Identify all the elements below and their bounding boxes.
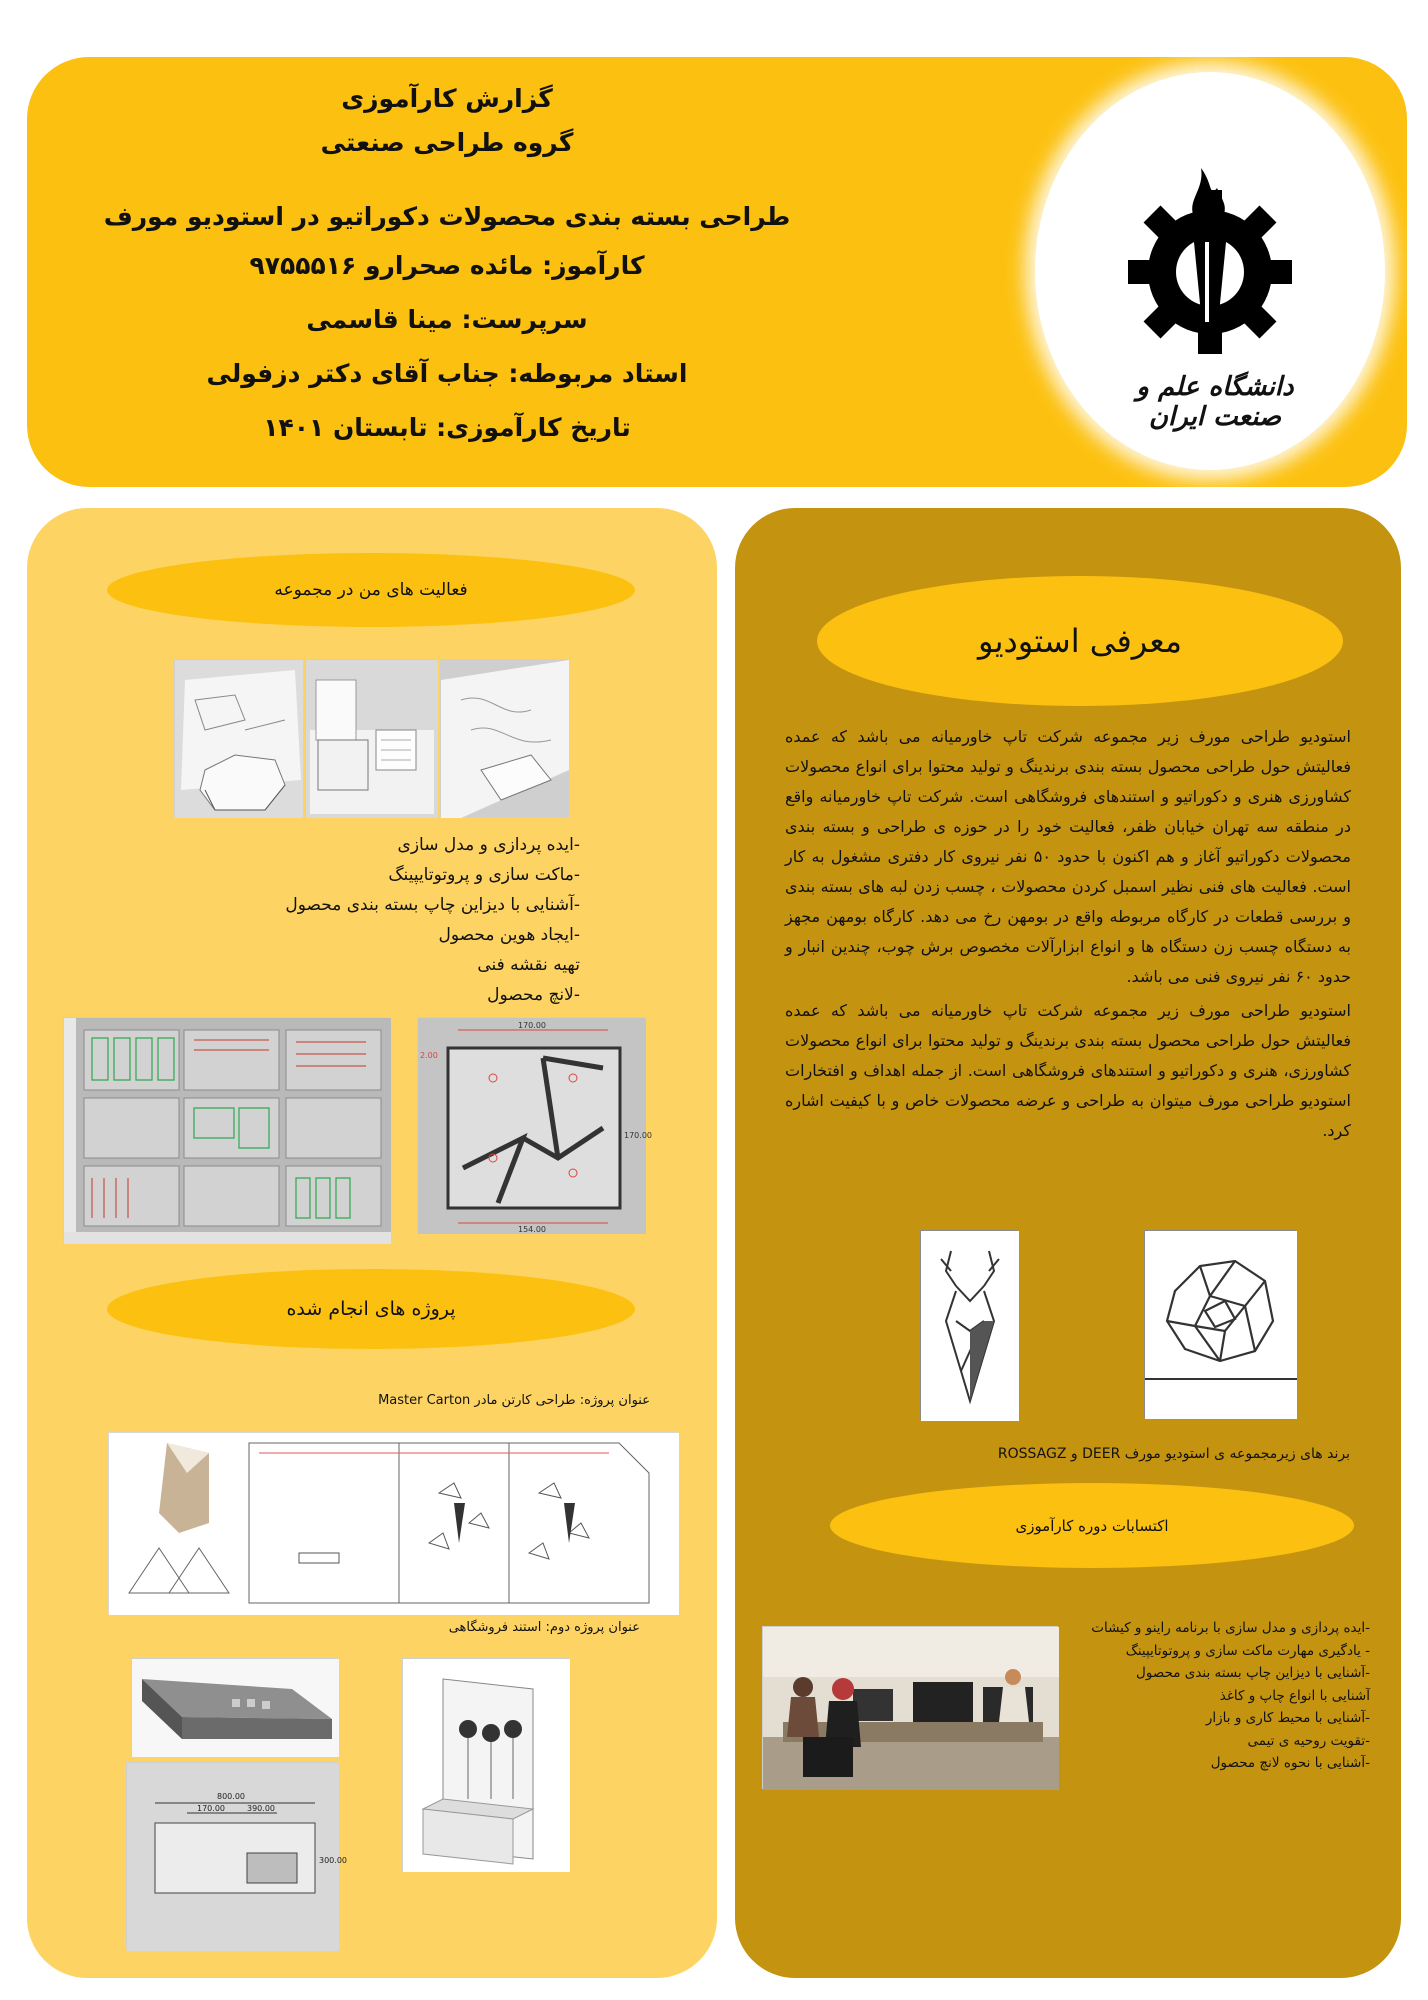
mockup-photo-3 xyxy=(440,659,568,817)
skill-item: -آشنایی با نحوه لانچ محصول xyxy=(1210,1755,1370,1771)
project1-caption: عنوان پروژه: طراحی کارتن مادر Master Carton xyxy=(378,1393,650,1408)
university-logo xyxy=(1035,72,1385,470)
header-banner xyxy=(27,57,1407,487)
stand-dim-height: 300.00 xyxy=(319,1856,347,1865)
stand-technical-drawing xyxy=(126,1762,347,1950)
drawing-dim-bottom: 154.00 xyxy=(518,1225,546,1234)
activity-item: -آشنایی با دیزاین چاپ بسته بندی محصول xyxy=(285,895,580,915)
activities-heading: فعالیت های من در مجموعه xyxy=(274,580,468,600)
stand-dim-width: 800.00 xyxy=(217,1792,245,1801)
gear-torch-logo-icon xyxy=(1113,162,1307,362)
drawing-dim-side: 170.00 xyxy=(624,1131,652,1140)
internship-date: تاریخ کارآموزی: تابستان ۱۴۰۱ xyxy=(263,413,631,442)
studio-paragraph-1: استودیو طراحی مورف زیر مجموعه شرکت تاپ خاورمیانه می باشد که عمده فعالیتش حول طراحی محصول بسته بندی برندینگ و تولید محتوا برای انواع محصولات کشاورزی هنری و دکوراتیو و استندهای فروشگاهی است. شرکت تاپ خاورمیانه واقع در منطقه سه تهران خیابان ظفر، فعالیت خود را در حوزه ی طراحی و بسته بندی محصولات دکوراتیو آغاز و هم اکنون با حدود ۵۰ نفر نیروی کار دفتری مشغول به کار است. فعالیت های فنی نظیر اسمبل کردن محصولات ، چسب زدن لبه های بسته بندی و بررسی قطعات در کارگاه مربوطه واقع در بومهن رخ می دهد. کارگاه بومهن مجهز به دستگاه چسب زن دستگاه ها و انواع ابزارآلات مخصوص برش چوب، چندین انبار و حدود ۶۰ نفر نیروی فنی می باشد. xyxy=(785,727,1351,986)
skills-heading-pill xyxy=(830,1483,1354,1568)
skills-heading: اکتسابات دوره کارآموزی xyxy=(1015,1516,1169,1535)
report-title: گزارش کارآموزی xyxy=(341,84,553,113)
skill-item: -ایده پردازی و مدل سازی با برنامه راینو و کیشات xyxy=(1091,1620,1370,1636)
university-name-script: دانشگاه علم و صنعت ایران xyxy=(1136,372,1294,432)
drawing-dim-left: 2.00 xyxy=(420,1051,438,1060)
professor-name: استاد مربوطه: جناب آقای دکتر دزفولی xyxy=(206,359,688,388)
studio-heading-pill xyxy=(817,576,1343,706)
activity-item: -ایجاد هوین محصول xyxy=(438,925,580,945)
supervisor-name: سرپرست: مینا قاسمی xyxy=(306,305,588,334)
activities-list xyxy=(200,830,580,1010)
studio-description xyxy=(785,722,1351,1146)
stand-top-render xyxy=(131,1658,338,1756)
mockup-photo-2 xyxy=(305,659,437,817)
deer-brand-image xyxy=(920,1230,1018,1420)
office-photo xyxy=(762,1626,1058,1789)
department-title: گروه طراحی صنعتی xyxy=(320,128,574,157)
stand-dim-a: 170.00 xyxy=(197,1804,225,1813)
intern-name: کارآموز: مائده صحرارو ۹۷۵۵۵۱۶ xyxy=(249,251,645,280)
projects-heading-pill xyxy=(107,1269,635,1349)
header-text xyxy=(87,77,807,455)
skill-item: -آشنایی با محیط کاری و بازار xyxy=(1205,1710,1370,1726)
projects-heading: پروژه های انجام شده xyxy=(286,1298,456,1320)
studio-paragraph-2: استودیو طراحی مورف زیر مجموعه شرکت تاپ خاورمیانه می باشد که عمده فعالیتش حول طراحی محصول بسته بندی برندینگ و تولید محتوا برای انواع محصولات کشاورزی، هنری و دکوراتیو و استندهای فروشگاهی است. از جمله اهداف و افتخارات استودیو طراحی مورف میتوان به طراحی و عرضه محصولات خاص و با کیفیت اشاره کرد. xyxy=(785,1001,1351,1140)
stand-3d-render xyxy=(402,1658,569,1871)
activity-item: -ماکت سازی و پروتوتایپینگ xyxy=(388,865,580,885)
brands-caption: برند های زیرمجموعه ی استودیو مورف DEER و ROSSAGZ xyxy=(997,1446,1350,1462)
rossagz-brand-image xyxy=(1144,1230,1296,1418)
activity-item: تهیه نقشه فنی xyxy=(477,955,580,975)
technical-drawing xyxy=(417,1017,652,1234)
activity-item: -لانچ محصول xyxy=(487,985,580,1005)
skill-item: -تقویت روحیه ی تیمی xyxy=(1247,1732,1370,1749)
rhino-software-screenshot xyxy=(63,1017,390,1243)
project-title: طراحی بسته بندی محصولات دکوراتیو در استودیو مورف xyxy=(103,202,791,231)
skill-item: آشنایی با انواع چاپ و کاغذ xyxy=(1219,1687,1370,1704)
drawing-dim-top: 170.00 xyxy=(518,1021,546,1030)
activity-item: -ایده پردازی و مدل سازی xyxy=(397,835,580,855)
skill-item: - یادگیری مهارت ماکت سازی و پروتوتایپینگ xyxy=(1125,1642,1370,1659)
stand-dim-b: 390.00 xyxy=(247,1804,275,1813)
skill-item: -آشنایی با دیزاین چاپ بسته بندی محصول xyxy=(1136,1665,1370,1681)
studio-heading: معرفی استودیو xyxy=(978,622,1182,660)
project2-caption: عنوان پروژه دوم: استند فروشگاهی xyxy=(448,1620,640,1635)
master-carton-dieline xyxy=(108,1432,678,1614)
skills-list xyxy=(1070,1617,1370,1775)
mockup-photo-1 xyxy=(174,659,302,817)
activities-heading-pill xyxy=(107,553,635,627)
